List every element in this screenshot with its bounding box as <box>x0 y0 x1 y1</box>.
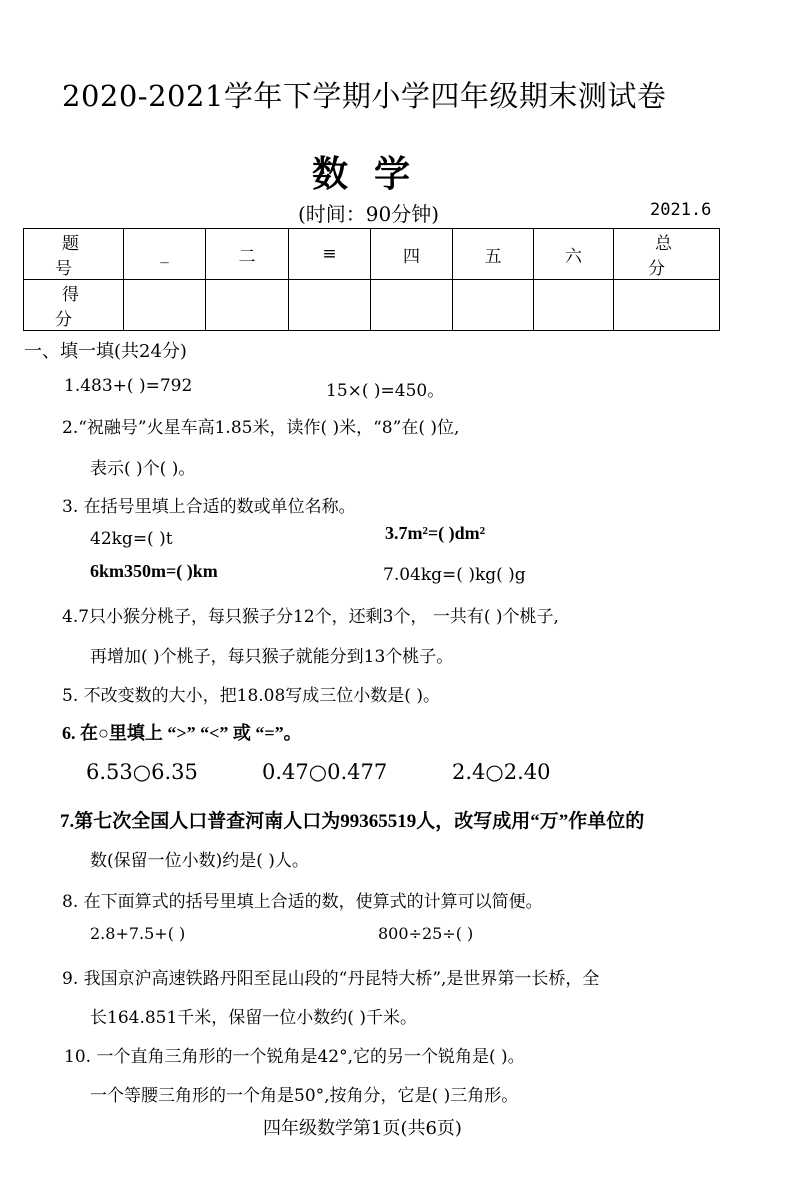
section-heading: 一、填一填(共24分) <box>24 341 187 362</box>
score-table-cell: 六 <box>534 229 614 280</box>
question-3d: 7.04kg=( )kg( )g <box>383 565 526 585</box>
score-table-cell: 五 <box>453 229 534 280</box>
question-6b: 0.47○0.477 <box>262 760 388 784</box>
question-6c: 2.4○2.40 <box>452 760 551 784</box>
question-7-line2: 数(保留一位小数)约是( )人。 <box>90 851 309 871</box>
question-1b: 15×( )=450。 <box>326 381 445 401</box>
score-entry-cell[interactable] <box>124 280 206 331</box>
question-9-line2: 长164.851千米，保留一位小数约( )千米。 <box>90 1008 417 1028</box>
score-table-cell: 得 分 <box>24 280 124 331</box>
score-table-cell: 四 <box>371 229 453 280</box>
score-table-header-row <box>24 229 720 280</box>
question-4-line2: 再增加( )个桃子，每只猴子就能分到13个桃子。 <box>90 647 454 667</box>
score-entry-cell[interactable] <box>206 280 289 331</box>
score-table <box>23 228 720 331</box>
score-table-cell: 二 <box>206 229 289 280</box>
subject-title: 数学 <box>312 153 437 195</box>
question-10-line1: 10. 一个直角三角形的一个锐角是42°,它的另一个锐角是( )。 <box>64 1047 525 1067</box>
question-3: 3. 在括号里填上合适的数或单位名称。 <box>62 497 356 517</box>
question-8a: 2.8+7.5+( ) <box>90 924 186 943</box>
time-limit: (时间：90分钟) <box>298 202 440 226</box>
question-3a: 42kg=( )t <box>90 529 173 549</box>
score-entry-cell[interactable] <box>289 280 371 331</box>
question-7-line1: 7.第七次全国人口普查河南人口为99365519人，改写成用“万”作单位的 <box>60 811 645 832</box>
question-3c: 6km350m=( )km <box>90 561 218 581</box>
question-8b: 800÷25÷( ) <box>378 924 474 943</box>
exam-title: 2020-2021学年下学期小学四年级期末测试卷 <box>62 79 667 113</box>
question-10-line2: 一个等腰三角形的一个角是50°,按角分，它是( )三角形。 <box>90 1086 519 1106</box>
question-2-line1: 2.“祝融号”火星车高1.85米，读作( )米，“8”在( )位, <box>62 418 460 438</box>
question-2-line2: 表示( )个( )。 <box>90 459 196 479</box>
score-entry-cell[interactable] <box>453 280 534 331</box>
exam-date: 2021.6 <box>650 200 712 220</box>
score-entry-cell[interactable] <box>614 280 720 331</box>
page-footer: 四年级数学第1页(共6页) <box>263 1118 462 1139</box>
score-table-score-row <box>24 280 720 331</box>
score-entry-cell[interactable] <box>371 280 453 331</box>
score-table-cell: _ <box>124 229 206 280</box>
question-8: 8. 在下面算式的括号里填上合适的数，使算式的计算可以简便。 <box>62 892 543 912</box>
score-entry-cell[interactable] <box>534 280 614 331</box>
question-1a: 1.483+( )=792 <box>64 376 193 396</box>
question-4-line1: 4.7只小猴分桃子，每只猴子分12个，还剩3个， 一共有( )个桃子, <box>62 607 559 627</box>
score-table-cell: ≡ <box>289 229 371 280</box>
question-5: 5. 不改变数的大小，把18.08写成三位小数是( )。 <box>62 686 440 706</box>
score-table-cell: 总 分 <box>614 229 720 280</box>
question-6: 6. 在○里填上 “>” “<” 或 “=”。 <box>62 723 302 743</box>
score-table-cell: 题 号 <box>24 229 124 280</box>
question-9-line1: 9. 我国京沪高速铁路丹阳至昆山段的“丹昆特大桥”,是世界第一长桥，全 <box>62 969 600 989</box>
question-6a: 6.53○6.35 <box>86 760 198 784</box>
question-3b: 3.7m²=( )dm² <box>385 523 486 543</box>
